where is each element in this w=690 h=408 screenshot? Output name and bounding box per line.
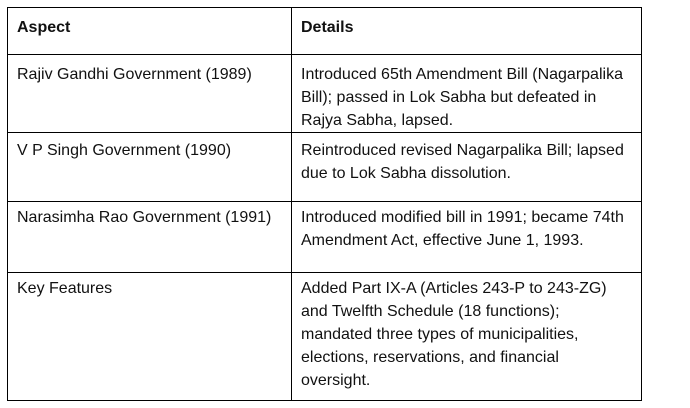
- aspect-cell: Key Features: [8, 273, 292, 401]
- details-cell: Introduced modified bill in 1991; became 74th Amendment Act, effective June 1, 1993.: [292, 202, 642, 273]
- table-row: [8, 273, 642, 401]
- details-cell: Reintroduced revised Nagarpalika Bill; lapsed due to Lok Sabha dissolution.: [292, 133, 642, 202]
- header-details: Details: [292, 8, 642, 55]
- aspect-cell: Narasimha Rao Government (1991): [8, 202, 292, 273]
- comparison-table-container: [7, 7, 642, 401]
- table-row: [8, 133, 642, 202]
- details-cell: Introduced 65th Amendment Bill (Nagarpalika Bill); passed in Lok Sabha but defeated in Rajya Sabha, lapsed.: [292, 55, 642, 133]
- table-row: [8, 202, 642, 273]
- header-aspect: Aspect: [8, 8, 292, 55]
- comparison-table: [7, 7, 642, 401]
- table-row: [8, 55, 642, 133]
- details-cell: Added Part IX-A (Articles 243-P to 243-ZG) and Twelfth Schedule (18 functions); mandated three types of municipalities, elections, reservations, and financial oversight.: [292, 273, 642, 401]
- aspect-cell: Rajiv Gandhi Government (1989): [8, 55, 292, 133]
- aspect-cell: V P Singh Government (1990): [8, 133, 292, 202]
- table-header-row: [8, 8, 642, 55]
